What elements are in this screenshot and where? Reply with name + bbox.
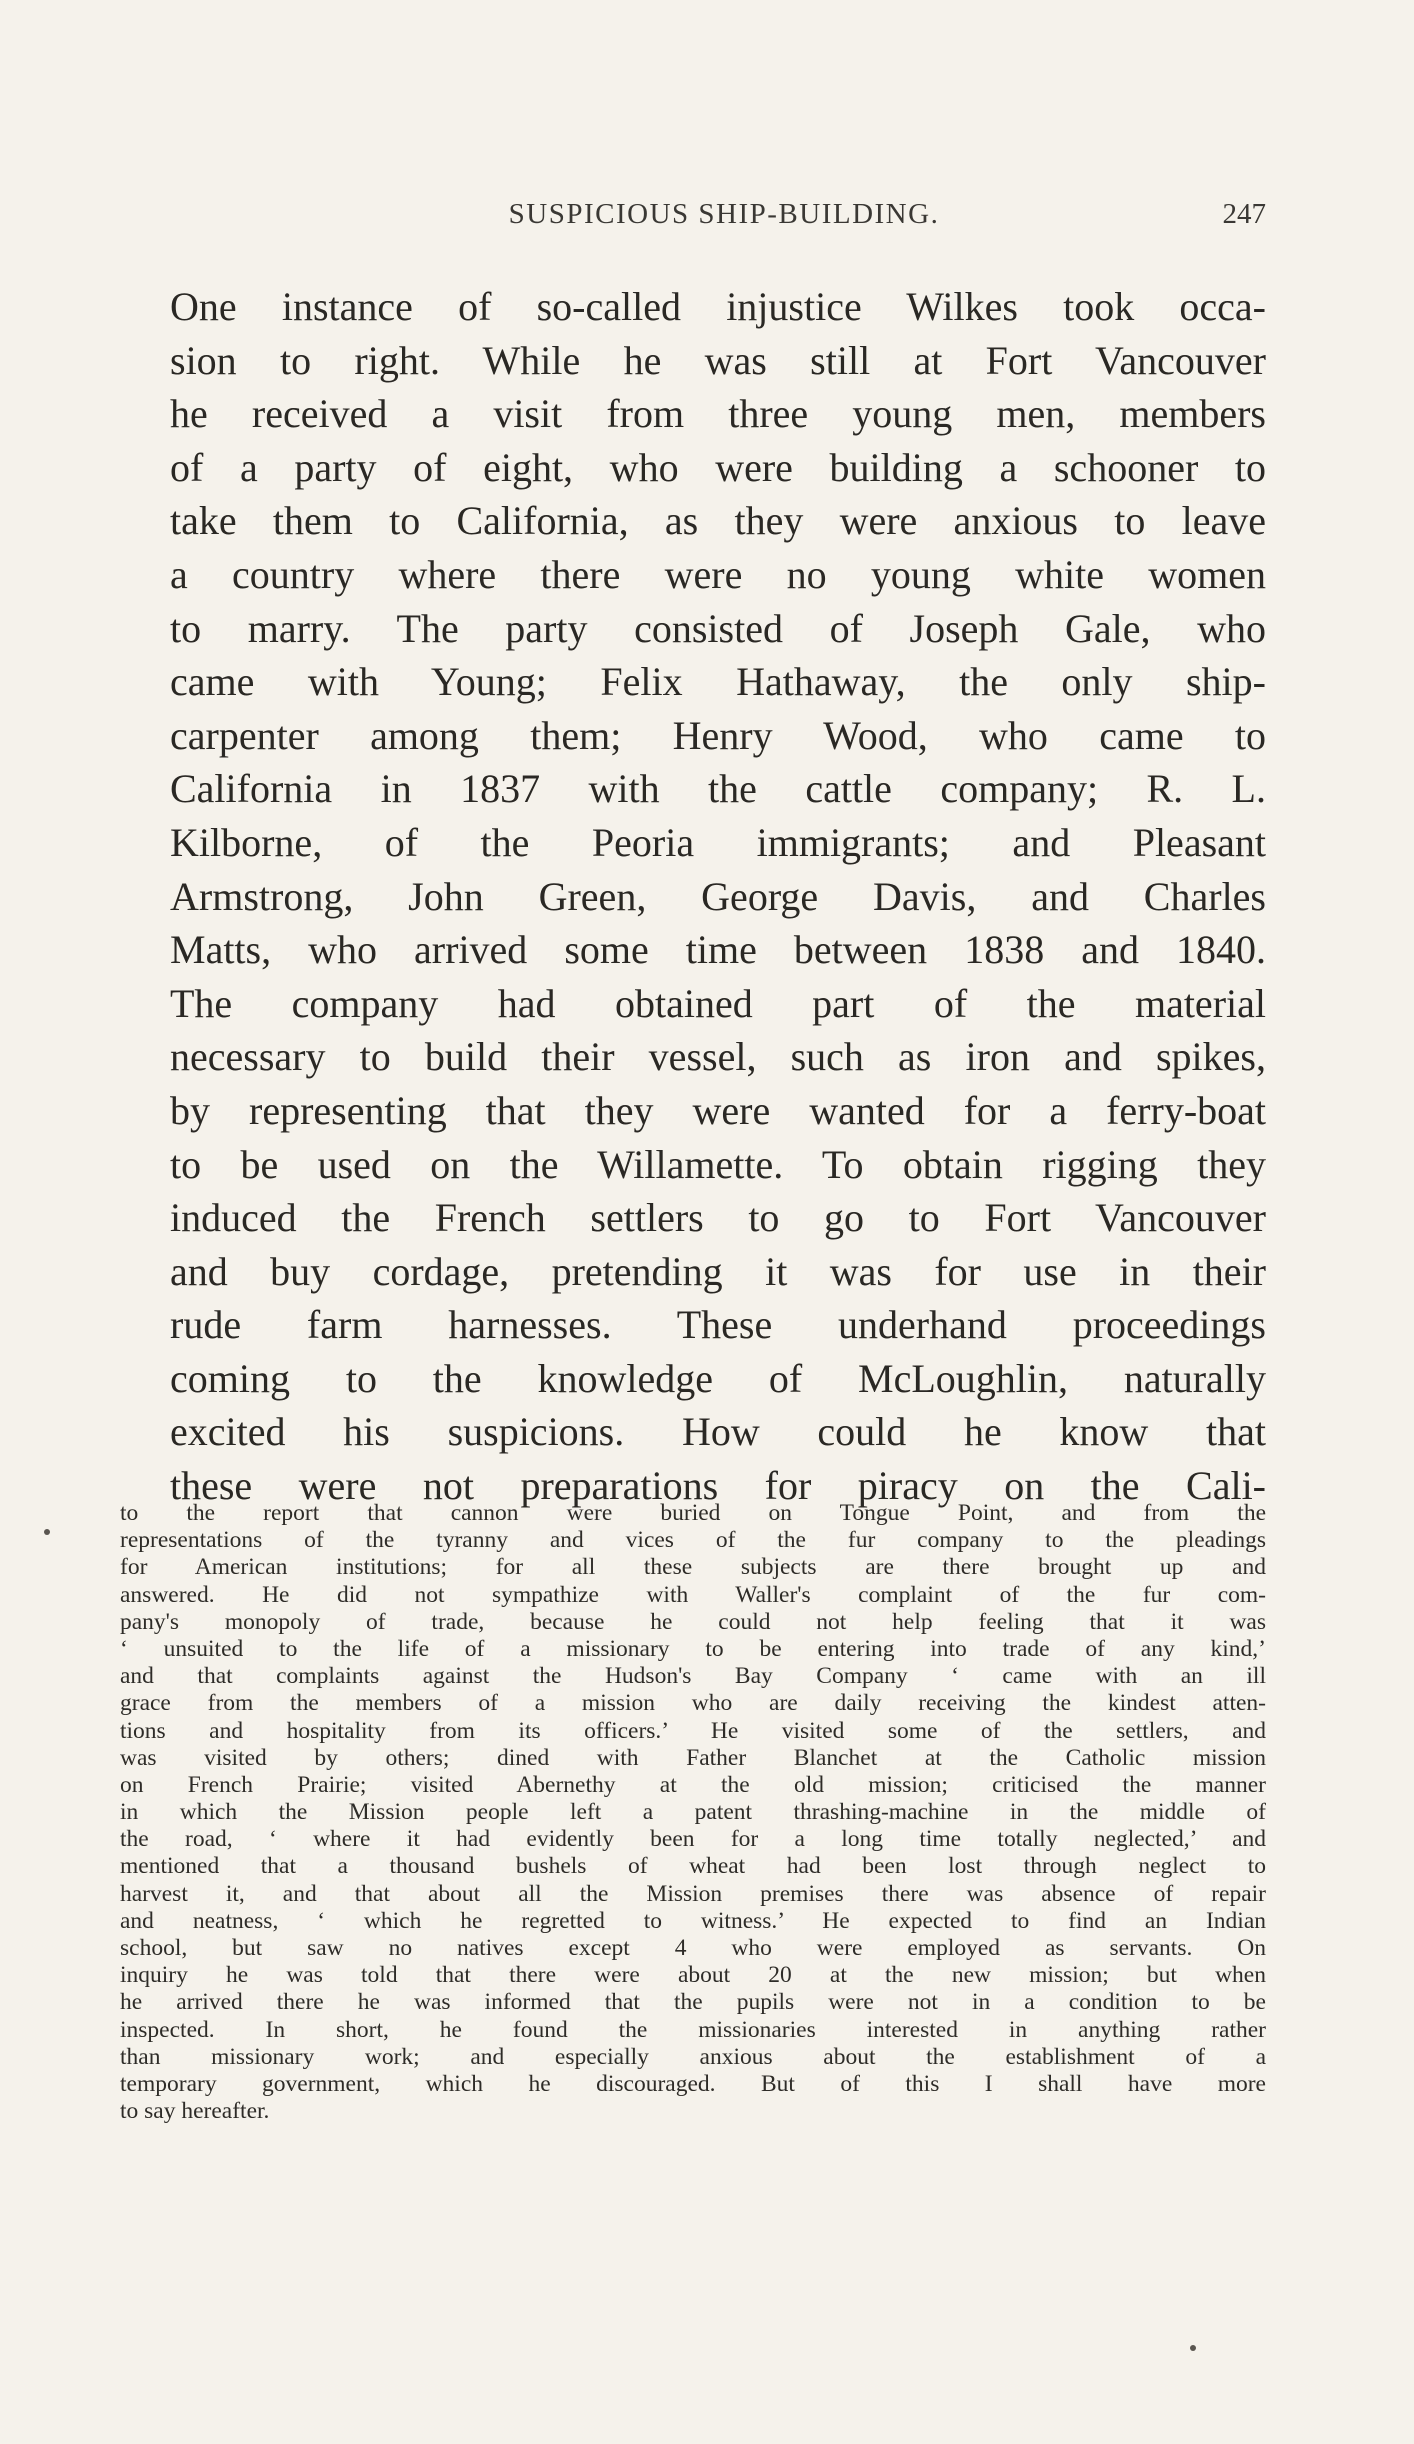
footnote-line: was visited by others; dined with Father Blanchet at the Catholic mission bbox=[120, 1744, 1266, 1771]
running-title: SUSPICIOUS SHIP-BUILDING. bbox=[508, 198, 940, 230]
body-line: California in 1837 with the cattle company; R. L. bbox=[170, 766, 1266, 812]
body-line: carpenter among them; Henry Wood, who came to bbox=[170, 712, 1266, 758]
body-line: to be used on the Willamette. To obtain rigging they bbox=[170, 1141, 1266, 1187]
body-line: these were not preparations for piracy on the Cali- bbox=[170, 1463, 1266, 1509]
body-line: came with Young; Felix Hathaway, the only ship- bbox=[170, 659, 1266, 705]
body-line: a country where there were no young white women bbox=[170, 551, 1266, 597]
footnote-line: pany's monopoly of trade, because he could not help feeling that it was bbox=[120, 1608, 1266, 1635]
footnote-line: than missionary work; and especially anxious about the establishment of a bbox=[120, 2043, 1266, 2070]
footnote-line: for American institutions; for all these subjects are there brought up and bbox=[120, 1554, 1266, 1581]
footnote-line: and neatness, ‘ which he regretted to witness.’ He expected to find an Indian bbox=[120, 1907, 1266, 1934]
body-line: necessary to build their vessel, such as iron and spikes, bbox=[170, 1034, 1266, 1080]
footnote-line: harvest it, and that about all the Mission premises there was absence of repair bbox=[120, 1880, 1266, 1907]
body-line: excited his suspicions. How could he know that bbox=[170, 1409, 1266, 1455]
body-line: to marry. The party consisted of Joseph Gale, who bbox=[170, 605, 1266, 651]
body-line: Matts, who arrived some time between 1838 and 1840. bbox=[170, 927, 1266, 973]
footnote-line: school, but saw no natives except 4 who were employed as servants. On bbox=[120, 1935, 1266, 1961]
body-line: Armstrong, John Green, George Davis, and Charles bbox=[170, 873, 1266, 919]
footnote-line: representations of the tyranny and vices of the fur company to the pleadings bbox=[120, 1527, 1266, 1554]
page-number: 247 bbox=[1222, 198, 1266, 230]
footnote-line: ‘ unsuited to the life of a missionary to be entering into trade of any kind,’ bbox=[120, 1635, 1266, 1662]
body-line: sion to right. While he was still at Fort Vancouver bbox=[170, 337, 1266, 383]
footnote-line: tions and hospitality from its officers.’ He visited some of the settlers, and bbox=[120, 1717, 1266, 1744]
footnote-line: and that complaints against the Hudson's Bay Company ‘ came with an ill bbox=[120, 1663, 1266, 1690]
ink-speck bbox=[1190, 2345, 1196, 2351]
body-line: of a party of eight, who were building a schooner to bbox=[170, 444, 1266, 490]
body-line: rude farm harnesses. These underhand proceedings bbox=[170, 1302, 1266, 1348]
body-line: Kilborne, of the Peoria immigrants; and Pleasant bbox=[170, 819, 1266, 865]
footnote-line: to the report that cannon were buried on Tongue Point, and from the bbox=[120, 1500, 1266, 1526]
footnote-line: mentioned that a thousand bushels of wheat had been lost through neglect to bbox=[120, 1853, 1266, 1880]
running-head bbox=[182, 198, 1266, 238]
ink-speck bbox=[44, 1529, 50, 1535]
body-line: take them to California, as they were anxious to leave bbox=[170, 498, 1266, 544]
body-line: he received a visit from three young men, members bbox=[170, 391, 1266, 437]
body-line: coming to the knowledge of McLoughlin, naturally bbox=[170, 1355, 1266, 1401]
footnote-line: the road, ‘ where it had evidently been for a long time totally neglected,’ and bbox=[120, 1826, 1266, 1853]
footnote bbox=[120, 1500, 1266, 2125]
footnote-line: grace from the members of a mission who are daily receiving the kindest atten- bbox=[120, 1690, 1266, 1717]
footnote-line: answered. He did not sympathize with Waller's complaint of the fur com- bbox=[120, 1581, 1266, 1608]
body-line: The company had obtained part of the material bbox=[170, 980, 1266, 1026]
body-text bbox=[170, 280, 1266, 1513]
body-line: One instance of so-called injustice Wilkes took occa- bbox=[170, 284, 1266, 329]
footnote-line: on French Prairie; visited Abernethy at the old mission; criticised the manner bbox=[120, 1771, 1266, 1798]
footnote-line: temporary government, which he discouraged. But of this I shall have more bbox=[120, 2070, 1266, 2097]
footnote-line: in which the Mission people left a patent thrashing-machine in the middle of bbox=[120, 1799, 1266, 1826]
body-line: induced the French settlers to go to Fort Vancouver bbox=[170, 1195, 1266, 1241]
footnote-line: inquiry he was told that there were about 20 at the new mission; but when bbox=[120, 1962, 1266, 1989]
footnote-line: he arrived there he was informed that the pupils were not in a condition to be bbox=[120, 1989, 1266, 2016]
footnote-line: to say hereafter. bbox=[120, 2098, 270, 2125]
body-line: and buy cordage, pretending it was for use in their bbox=[170, 1248, 1266, 1294]
footnote-line: inspected. In short, he found the missionaries interested in anything rather bbox=[120, 2016, 1266, 2043]
body-line: by representing that they were wanted for a ferry-boat bbox=[170, 1087, 1266, 1133]
